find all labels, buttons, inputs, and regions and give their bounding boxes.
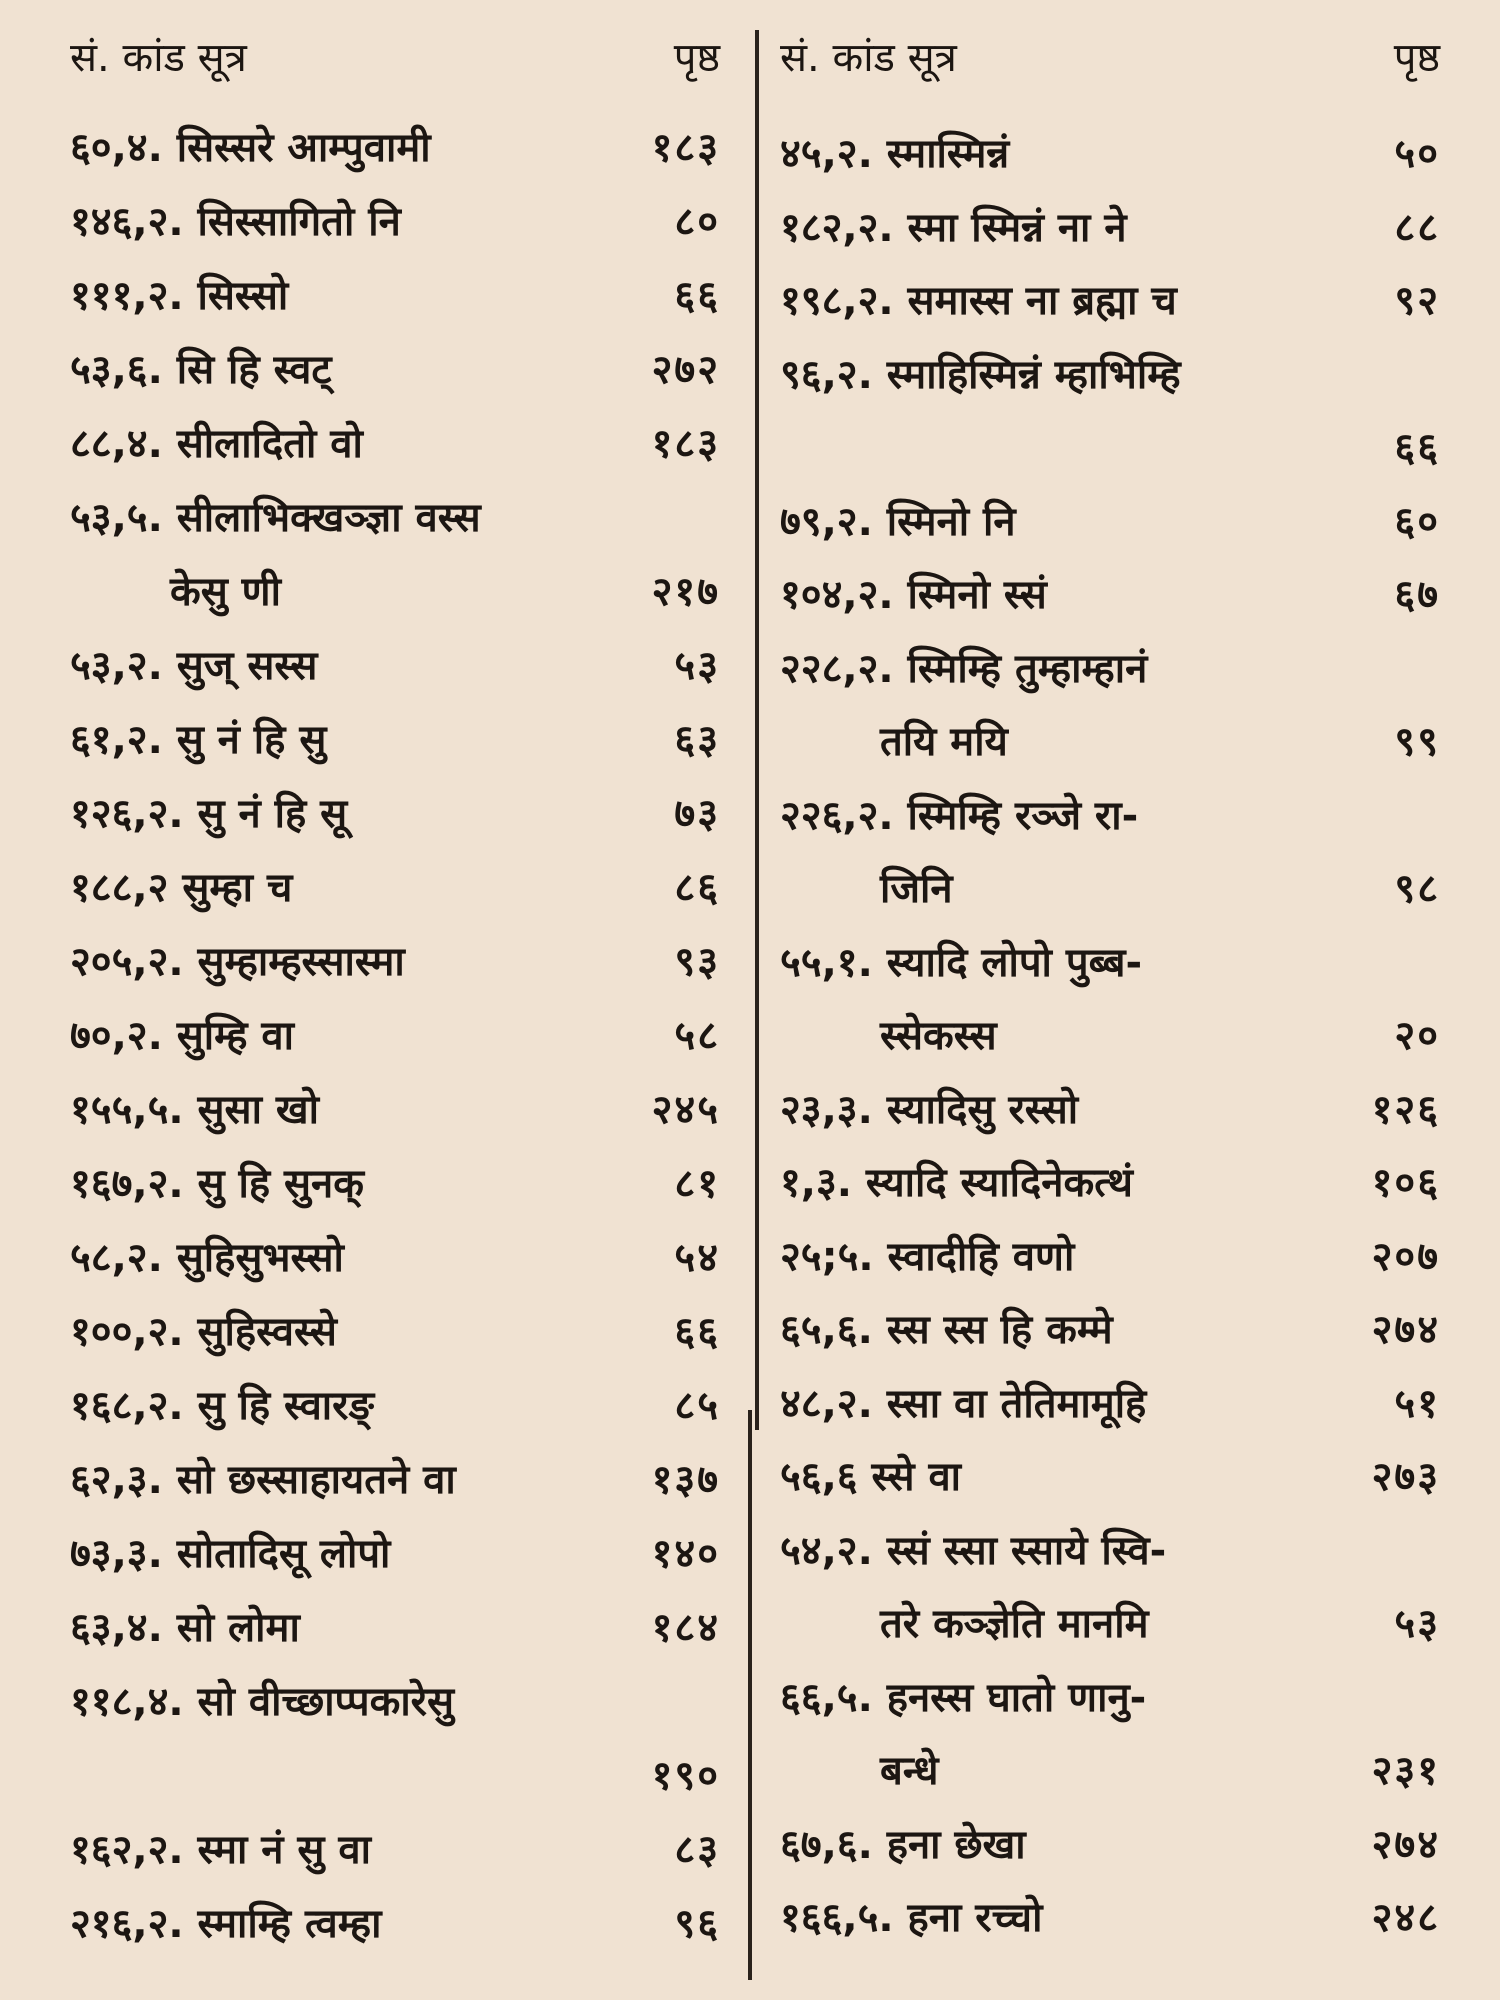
page-number: ९९	[1394, 719, 1440, 765]
page-number: ८३	[674, 1827, 720, 1873]
entry-text: तरे कञ्ज्ञेति मानमि	[880, 1601, 1149, 1647]
index-entry	[70, 636, 720, 702]
entry-text: ५५,१. स्यादि लोपो पुब्ब-	[780, 939, 1143, 986]
index-entry	[70, 858, 720, 924]
entry-text: १४६,२. सिस्सागितो नि	[70, 199, 401, 245]
page-number: ५३	[674, 643, 720, 689]
entry-text: बन्धे	[880, 1748, 939, 1794]
page-number: १९०	[651, 1753, 720, 1799]
page-number: १३७	[651, 1457, 720, 1503]
index-entry	[780, 1594, 1440, 1660]
index-entry	[780, 639, 1440, 705]
page-number: ६७	[1394, 572, 1440, 618]
entry-text: ७३,३. सोतादिसू लोपो	[70, 1531, 391, 1577]
page-number: १४०	[651, 1531, 720, 1577]
index-entry	[780, 1153, 1440, 1219]
entry-text: ७९,२. स्मिनो नि	[780, 498, 1016, 545]
page-number: ८१	[674, 1161, 720, 1207]
entry-text: केसु णी	[170, 569, 281, 615]
page-number: ५१	[1394, 1380, 1440, 1427]
index-entry	[780, 124, 1440, 190]
page-number: १२६	[1371, 1086, 1440, 1133]
index-entry	[70, 1746, 720, 1812]
page-label: पृष्ठ	[1393, 35, 1440, 81]
entry-text: ७०,२. सुम्हि वा	[70, 1013, 294, 1059]
index-entry	[780, 271, 1440, 337]
index-entry	[780, 1006, 1440, 1072]
index-entry	[70, 1672, 720, 1738]
page-number: २७३	[1371, 1454, 1440, 1500]
index-entry	[70, 1820, 720, 1886]
column-divider	[748, 1410, 752, 1980]
page-number: २०	[1394, 1013, 1440, 1059]
entry-text: ५३,६. सि हि स्वट्	[70, 347, 332, 393]
entry-text: १०४,२. स्मिनो स्सं	[780, 572, 1047, 618]
entry-text: ६६,५. हनस्स घातो णानु-	[780, 1674, 1147, 1721]
entry-text: ६५,६. स्स स्स हि कम्मे	[780, 1307, 1113, 1353]
index-entry	[70, 414, 720, 480]
right-column	[780, 0, 1440, 2000]
page-number: २७४	[1371, 1821, 1440, 1868]
entry-text: २५;५. स्वादीहि वणो	[780, 1233, 1075, 1280]
left-column	[70, 0, 720, 2000]
index-entry	[780, 418, 1440, 484]
column-label: सं. कांड सूत्र	[70, 35, 247, 81]
page-number: ८६	[674, 865, 720, 911]
index-entry	[70, 1598, 720, 1664]
page-number: १८३	[651, 125, 720, 171]
entry-text: १,३. स्यादि स्यादिनेकत्थं	[780, 1160, 1133, 1206]
index-entry	[780, 1888, 1440, 1954]
index-entry	[780, 1300, 1440, 1366]
index-entry	[780, 198, 1440, 264]
entry-text: २३,३. स्यादिसु रस्सो	[780, 1086, 1079, 1133]
index-entry	[780, 1227, 1440, 1293]
index-entry	[780, 1447, 1440, 1513]
index-entry	[70, 1080, 720, 1146]
entry-text: ९६,२. स्माहिस्मिन्नं म्हाभिम्हि	[780, 351, 1181, 398]
page-number: ६३	[674, 717, 720, 763]
index-entry	[70, 118, 720, 184]
index-entry	[70, 340, 720, 406]
index-entry	[70, 266, 720, 332]
page-number: २३१	[1371, 1748, 1440, 1794]
entry-text: ६२,३. सो छस्साहायतने वा	[70, 1457, 456, 1503]
entry-text: ६०,४. सिस्सरे आम्पुवामी	[70, 125, 431, 171]
page-number: ५३	[1394, 1601, 1440, 1647]
entry-text: १००,२. सुहिस्वस्से	[70, 1309, 337, 1355]
page-number: ७३	[674, 791, 720, 837]
entry-text: स्सेकस्स	[880, 1013, 997, 1059]
entry-text: २१६,२. स्माम्हि त्वम्हा	[70, 1901, 382, 1947]
page-number: २७२	[651, 347, 720, 393]
entry-text: १८८,२ सुम्हा च	[70, 865, 293, 911]
column-header	[70, 28, 720, 98]
page-number: १८४	[651, 1605, 720, 1651]
entry-text: ५६,६ स्से वा	[780, 1454, 962, 1500]
column-label: सं. कांड सूत्र	[780, 35, 957, 81]
entry-text: ६१,२. सु नं हि सु	[70, 717, 327, 763]
page-number: ६६	[674, 273, 720, 319]
page-number: ६६	[674, 1309, 720, 1355]
page-number: १८३	[651, 421, 720, 467]
page-number: ८५	[674, 1383, 720, 1429]
page-number: २४५	[651, 1087, 720, 1133]
entry-text: ११८,४. सो वीच्छाप्पकारेसु	[70, 1679, 455, 1725]
entry-text: १९८,२. समास्स ना ब्रह्मा च	[780, 278, 1177, 324]
index-entry	[70, 1006, 720, 1072]
page-number: १०६	[1371, 1160, 1440, 1206]
column-divider	[755, 30, 759, 1430]
index-entry	[780, 1521, 1440, 1587]
entry-text: ४५,२. स्मास्मिन्नं	[780, 131, 1010, 177]
page-number: ८०	[674, 199, 720, 245]
index-entry	[70, 1302, 720, 1368]
page-number: ९८	[1394, 866, 1440, 912]
entry-text: १२६,२. सु नं हि सू	[70, 791, 348, 837]
index-entry	[70, 1894, 720, 1960]
page-number: ९३	[674, 939, 720, 985]
page-number: २०७	[1371, 1233, 1440, 1280]
page-number: ५८	[674, 1013, 720, 1059]
entry-text: १५५,५. सुसा खो	[70, 1087, 319, 1133]
page-number: ५०	[1394, 131, 1440, 177]
entry-text: ५४,२. स्सं स्सा स्साये स्वि-	[780, 1527, 1167, 1574]
index-entry	[780, 1080, 1440, 1146]
index-entry	[780, 933, 1440, 999]
entry-text: १६७,२. सु हि सुनक्	[70, 1161, 364, 1207]
page-number: ६०	[1394, 498, 1440, 545]
index-entry	[70, 192, 720, 258]
entry-text: ५८,२. सुहिसुभस्सो	[70, 1235, 344, 1281]
entry-text: ४८,२. स्सा वा तेतिमामूहि	[780, 1380, 1147, 1427]
entry-text: ५३,५. सीलाभिक्खञ्ज्ञा वस्स	[70, 495, 481, 541]
column-header	[780, 28, 1440, 98]
index-entry	[780, 345, 1440, 411]
index-entry	[780, 1741, 1440, 1807]
index-entry	[780, 1374, 1440, 1440]
page-number: २७४	[1371, 1307, 1440, 1353]
page-label: पृष्ठ	[673, 35, 720, 81]
entry-text: ५३,२. सुज् सस्स	[70, 643, 318, 689]
index-entry	[70, 1154, 720, 1220]
entry-text: १८२,२. स्मा स्मिन्नं ना ने	[780, 204, 1127, 251]
page-number: ५४	[674, 1235, 720, 1281]
index-entry	[70, 784, 720, 850]
index-entry	[780, 859, 1440, 925]
entry-text: ६३,४. सो लोमा	[70, 1605, 300, 1651]
index-entry	[70, 1376, 720, 1442]
page-number: ९६	[674, 1901, 720, 1947]
index-entry	[70, 488, 720, 554]
entry-text: २०५,२. सुम्हाम्हस्सास्मा	[70, 939, 405, 985]
index-entry	[780, 712, 1440, 778]
entry-text: १६८,२. सु हि स्वारङ्	[70, 1383, 375, 1429]
index-entry	[70, 1524, 720, 1590]
index-entry	[70, 1450, 720, 1516]
index-entry	[780, 492, 1440, 558]
index-entry	[70, 1228, 720, 1294]
page-number: ८८	[1394, 204, 1440, 251]
entry-text: ६७,६. हना छेखा	[780, 1821, 1026, 1868]
index-entry	[780, 1668, 1440, 1734]
entry-text: १११,२. सिस्सो	[70, 273, 289, 319]
page-number: २१७	[651, 569, 720, 615]
entry-text: तयि मयि	[880, 719, 1008, 765]
page-number: ६६	[1394, 425, 1440, 471]
entry-text: २२८,२. स्मिम्हि तुम्हाम्हानं	[780, 645, 1148, 692]
entry-text: १६२,२. स्मा नं सु वा	[70, 1827, 371, 1873]
entry-text: १६६,५. हना रच्चो	[780, 1895, 1043, 1941]
page-number: २४८	[1371, 1895, 1440, 1941]
page-number: ९२	[1394, 278, 1440, 324]
index-entry	[780, 1815, 1440, 1881]
entry-text: २२६,२. स्मिम्हि रञ्जे रा-	[780, 792, 1139, 839]
index-entry	[70, 710, 720, 776]
index-entry	[70, 562, 720, 628]
entry-text: ८८,४. सीलादितो वो	[70, 421, 363, 467]
entry-text: जिनि	[880, 866, 953, 912]
index-entry	[780, 565, 1440, 631]
index-entry	[780, 786, 1440, 852]
index-entry	[70, 932, 720, 998]
